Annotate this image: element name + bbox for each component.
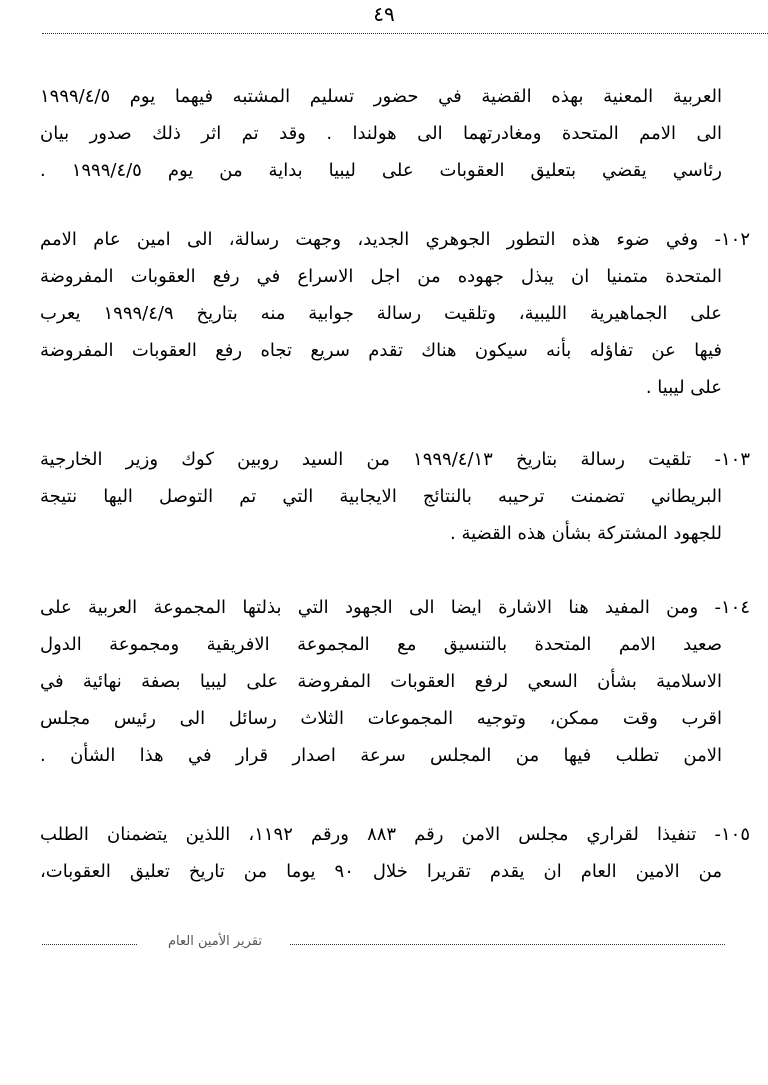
text-line: صعيد الامم المتحدة بالتنسيق مع المجموعة الافريقية ومجموعة الدول	[40, 634, 722, 655]
text-line: ١٠٥- تنفيذا لقراري مجلس الامن رقم ٨٨٣ ورقم ١١٩٢، اللذين يتضمنان الطلب	[40, 824, 750, 845]
text-line: ١٠٢- وفي ضوء هذه التطور الجوهري الجديد، وجهت رسالة، الى امين عام الامم	[40, 229, 750, 250]
header-rule	[42, 33, 768, 34]
footer-rule-right	[290, 944, 725, 945]
text-line: الاسلامية بشأن السعي لرفع العقوبات المفروضة على ليبيا بصفة نهائية في	[40, 671, 722, 692]
text-line: من الامين العام ان يقدم تقريرا خلال ٩٠ يوما من تاريخ تعليق العقوبات،	[40, 861, 722, 882]
text-line: على ليبيا .	[645, 377, 722, 398]
footer-rule-left	[42, 944, 137, 945]
text-line: على الجماهيرية الليبية، وتلقيت رسالة جوابية منه بتاريخ ١٩٩٩/٤/٩ يعرب	[40, 303, 722, 324]
text-line: العربية المعنية بهذه القضية في حضور تسليم المشتبه فيهما يوم ١٩٩٩/٤/٥	[40, 86, 722, 107]
text-line: رئاسي يقضي بتعليق العقوبات على ليبيا بداية من يوم ١٩٩٩/٤/٥ .	[40, 160, 722, 181]
text-line: المتحدة متمنيا ان يبذل جهوده من اجل الاسراع في رفع العقوبات المفروضة	[40, 266, 722, 287]
text-line: الى الامم المتحدة ومغادرتهما الى هولندا . وقد تم اثر ذلك صدور بيان	[40, 123, 722, 144]
text-line: الامن تطلب فيها من المجلس سرعة اصدار قرار في هذا الشأن .	[40, 745, 722, 766]
text-line: للجهود المشتركة بشأن هذه القضية .	[450, 523, 722, 544]
text-line: ١٠٤- ومن المفيد هنا الاشارة ايضا الى الجهود التي بذلتها المجموعة العربية على	[40, 597, 750, 618]
text-line: فيها عن تفاؤله بأنه سيكون هناك تقدم سريع تجاه رفع العقوبات المفروضة	[40, 340, 722, 361]
text-line: البريطاني تضمنت ترحيبه بالنتائج الايجابية التي تم التوصل اليها نتيجة	[40, 486, 722, 507]
footer-title: تقرير الأمين العام	[167, 934, 263, 949]
text-line: اقرب وقت ممكن، وتوجيه المجموعات الثلاث رسائل الى رئيس مجلس	[40, 708, 722, 729]
text-line: ١٠٣- تلقيت رسالة بتاريخ ١٩٩٩/٤/١٣ من السيد روبين كوك وزير الخارجية	[40, 449, 751, 470]
page-number: ٤٩	[373, 2, 395, 26]
